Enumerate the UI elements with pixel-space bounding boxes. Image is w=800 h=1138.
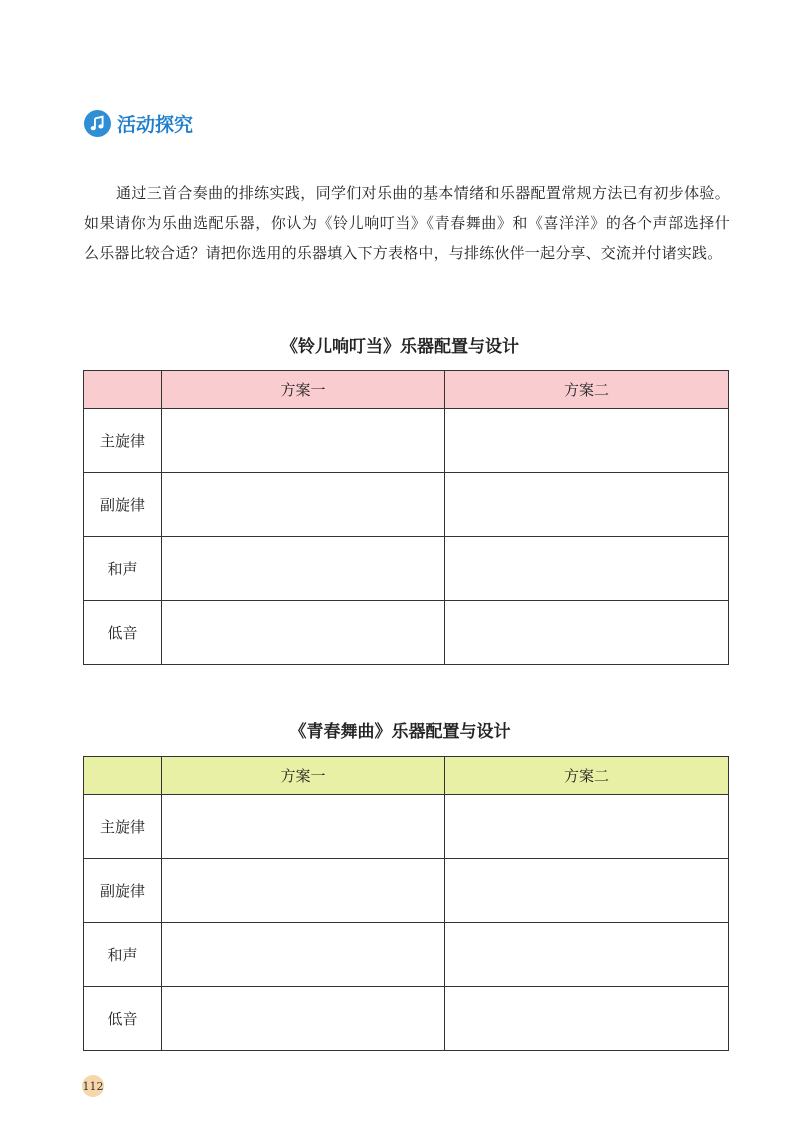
music-note-icon (84, 110, 111, 137)
input-cell[interactable] (162, 537, 445, 601)
header-cell-plan-1: 方案一 (162, 757, 445, 795)
intro-paragraph: 通过三首合奏曲的排练实践，同学们对乐曲的基本情绪和乐器配置常规方法已有初步体验。如果请你为乐曲选配乐器，你认为《铃儿响叮当》《青春舞曲》和《喜洋洋》的各个声部选择什么乐器比较合适？请把你选用的乐器填入下方表格中，与排练伙伴一起分享、交流并付诸实践。 (84, 184, 730, 262)
input-cell[interactable] (162, 923, 445, 987)
table-row (84, 923, 729, 987)
table-row (84, 987, 729, 1051)
table-header-row (84, 371, 729, 409)
input-cell[interactable] (445, 795, 729, 859)
input-cell[interactable] (445, 409, 729, 473)
row-label: 低音 (84, 601, 162, 665)
input-cell[interactable] (162, 473, 445, 537)
instrument-table-youth-dance (83, 756, 729, 1051)
section-title: 活动探究 (117, 114, 194, 136)
table-row (84, 859, 729, 923)
row-label: 和声 (84, 923, 162, 987)
table-header-row (84, 757, 729, 795)
row-label: 主旋律 (84, 795, 162, 859)
row-label: 低音 (84, 987, 162, 1051)
header-cell-empty (84, 757, 162, 795)
table-row (84, 601, 729, 665)
row-label: 副旋律 (84, 473, 162, 537)
header-cell-plan-2: 方案二 (445, 757, 729, 795)
header-cell-plan-2: 方案二 (445, 371, 729, 409)
row-label: 主旋律 (84, 409, 162, 473)
instrument-table-jingle-bells (83, 370, 729, 665)
input-cell[interactable] (445, 473, 729, 537)
table-title-youth-dance: 《青春舞曲》乐器配置与设计 (289, 722, 511, 742)
table-title-jingle-bells: 《铃儿响叮当》乐器配置与设计 (281, 337, 519, 357)
input-cell[interactable] (445, 537, 729, 601)
table-row (84, 473, 729, 537)
header-cell-plan-1: 方案一 (162, 371, 445, 409)
row-label: 副旋律 (84, 859, 162, 923)
section-header (84, 110, 193, 137)
input-cell[interactable] (445, 859, 729, 923)
input-cell[interactable] (162, 987, 445, 1051)
row-label: 和声 (84, 537, 162, 601)
table-row (84, 409, 729, 473)
page-number: 112 (82, 1075, 104, 1097)
input-cell[interactable] (162, 859, 445, 923)
header-cell-empty (84, 371, 162, 409)
table-row (84, 537, 729, 601)
input-cell[interactable] (445, 601, 729, 665)
input-cell[interactable] (162, 601, 445, 665)
table-row (84, 795, 729, 859)
input-cell[interactable] (162, 795, 445, 859)
input-cell[interactable] (162, 409, 445, 473)
input-cell[interactable] (445, 987, 729, 1051)
input-cell[interactable] (445, 923, 729, 987)
